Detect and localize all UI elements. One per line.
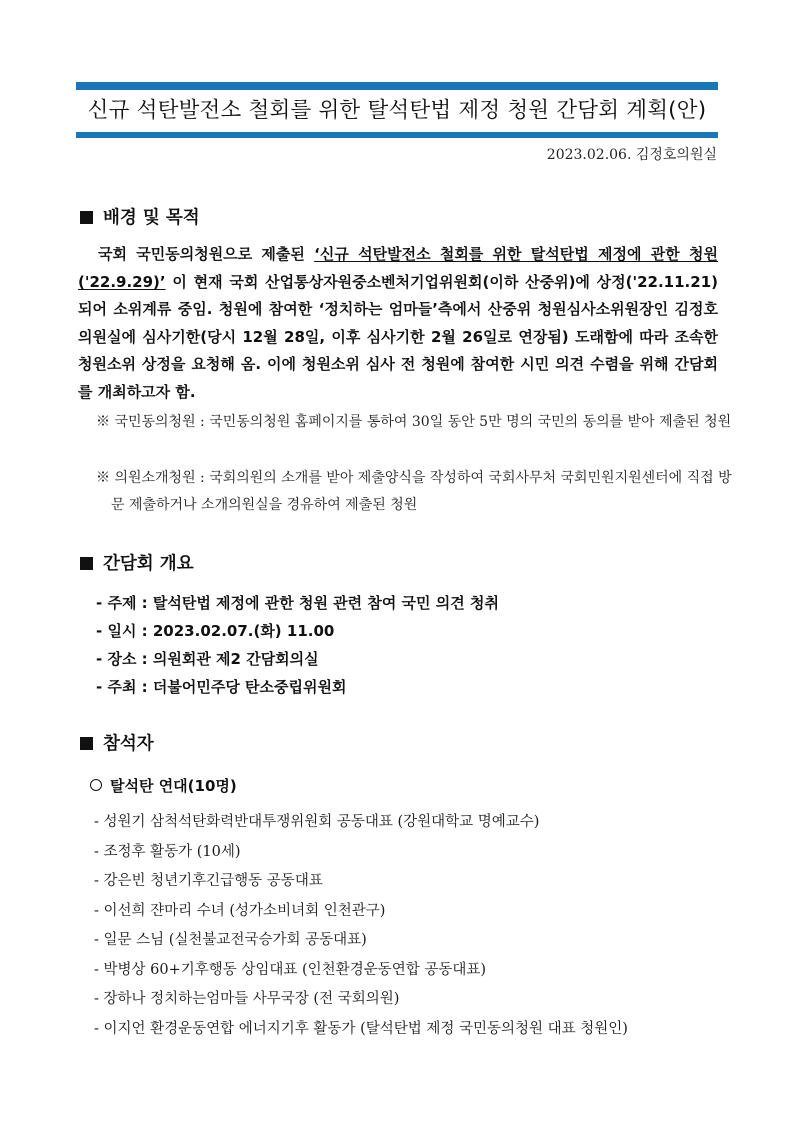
section-heading-overview: 간담회 개요 (80, 550, 194, 575)
petition-title-underlined: ‘신규 석탄발전소 철회를 위한 탈석탄법 제정에 관한 청원('22.9.29)’ (78, 245, 718, 291)
list-item: - 조정후 활동가 (10세) (94, 843, 241, 860)
list-item: - 일문 스님 (실천불교전국승가회 공동대표) (94, 932, 367, 948)
title-box (76, 82, 718, 138)
title-bar-top (76, 82, 718, 90)
document-title: 신규 석탄발전소 철회를 위한 탈석탄법 제정 청원 간담회 계획(안) (87, 98, 707, 123)
background-paragraph (78, 241, 718, 407)
overview-item-datetime: - 일시 : 2023.02.07.(화) 11.00 (96, 622, 335, 640)
section-heading-background: 배경 및 목적 (80, 204, 200, 229)
note-national-petition: ※ 국민동의청원 : 국민동의청원 홈페이지를 통하여 30일 동안 5만 명의 국민의 동의를 받아 제출된 청원 (96, 414, 732, 430)
section-heading-attendees: 참석자 (80, 730, 154, 755)
list-item: - 성원기 삼척석탄화력반대투쟁위원회 공동대표 (강원대학교 명예교수) (94, 814, 540, 830)
square-bullet-icon (80, 557, 93, 570)
attendee-group: 탈석탄 연대(10명) (90, 775, 237, 796)
title-bar-bottom (76, 132, 718, 138)
list-item: - 이지언 환경운동연합 에너지기후 활동가 (탈석탄법 제정 국민동의청원 대표 청원인) (94, 1020, 628, 1037)
square-bullet-icon (80, 737, 93, 750)
list-item: - 장하나 정치하는엄마들 사무국장 (전 국회의원) (94, 991, 400, 1007)
paragraph-rest: 이 현재 국회 산업통상자원중소벤처기업위원회(이하 산중위)에 상정('22.11.21) 되어 소위계류 중임. 청원에 참여한 ‘정치하는 엄마들’측에서 산중위 청원심사소위원장인 김정호 의원실에 심사기한(당시 12월 28일, 이후 심사기한 2월 26일로 연장됨) 도래함에 따라 조속한 청원소위 상정을 요청해 옴. 이에 청원소위 심사 전 청원에 참여한 시민 의견 수렴을 위해 간담회를 개최하고자 함. (78, 272, 718, 401)
date-line: 2023.02.06. 김정호의원실 (546, 147, 717, 163)
overview-list (96, 589, 716, 701)
overview-item-place: - 장소 : 의원회관 제2 간담회의실 (96, 650, 319, 668)
overview-item-topic: - 주제 : 탈석탄법 제정에 관한 청원 관련 참여 국민 의견 청취 (96, 594, 499, 612)
list-item: - 강은빈 청년기후긴급행동 공동대표 (94, 873, 323, 889)
attendee-list (94, 808, 718, 1044)
circle-bullet-icon (90, 779, 102, 791)
note-member-petition: ※ 의원소개청원 : 국회의원의 소개를 받아 제출양식을 작성하여 국회사무처 국회민원지원센터에 직접 방문 제출하거나 소개의원실을 경유하여 제출된 청원 (96, 470, 732, 513)
list-item: - 이선희 쟌마리 수녀 (성가소비녀회 인천관구) (94, 902, 386, 919)
square-bullet-icon (80, 211, 93, 224)
list-item: - 박병상 60+기후행동 상임대표 (인천환경운동연합 공동대표) (94, 961, 487, 978)
overview-item-host: - 주최 : 더불어민주당 탄소중립위원회 (96, 678, 347, 696)
paragraph-intro: 국회 국민동의청원으로 제출된 (98, 245, 305, 263)
